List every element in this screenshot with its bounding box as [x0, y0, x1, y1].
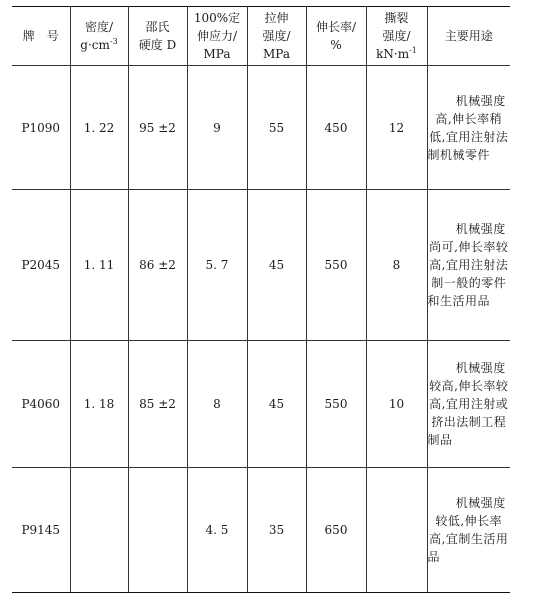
cell-stress: 5. 7	[187, 190, 247, 341]
cell-stress: 4. 5	[187, 468, 247, 593]
header-row	[12, 7, 510, 66]
cell-tensile: 45	[247, 341, 306, 468]
header-grade-text: 牌 号	[22, 29, 59, 43]
header-elongation	[306, 7, 366, 66]
cell-hardness: 85 ±2	[128, 341, 187, 468]
cell-tear: 10	[366, 341, 427, 468]
header-stress-line1: 100%定	[193, 11, 241, 25]
header-tensile-line3: MPa	[263, 47, 290, 61]
usage-text: 机械强度较低,伸长率高,宜制生活用品	[427, 496, 509, 564]
cell-tensile: 45	[247, 190, 306, 341]
header-tear	[366, 7, 427, 66]
header-tear-unit-base: kN·m	[376, 47, 410, 61]
header-stress-line3: MPa	[203, 47, 231, 61]
header-density-line1: 密度/	[84, 20, 114, 34]
cell-hardness	[128, 468, 187, 593]
cell-grade: P9145	[12, 468, 70, 593]
cell-hardness: 86 ±2	[128, 190, 187, 341]
header-elongation-line1: 伸长率/	[315, 20, 357, 34]
cell-stress: 9	[187, 66, 247, 190]
header-elongation-line2: %	[330, 38, 342, 52]
cell-usage	[427, 66, 510, 190]
cell-density	[70, 468, 128, 593]
cell-elongation: 550	[306, 341, 366, 468]
header-density-unit-base: g·cm	[80, 38, 110, 52]
cell-tear: 12	[366, 66, 427, 190]
header-hardness-line1: 邵氏	[145, 20, 170, 34]
cell-tear	[366, 468, 427, 593]
cell-stress: 8	[187, 341, 247, 468]
header-tear-unit-exp: -1	[409, 46, 417, 55]
header-usage-text: 主要用途	[444, 29, 493, 43]
cell-density: 1. 11	[70, 190, 128, 341]
cell-density: 1. 22	[70, 66, 128, 190]
header-density-unit-exp: -3	[109, 37, 118, 46]
cell-grade: P1090	[12, 66, 70, 190]
cell-elongation: 650	[306, 468, 366, 593]
header-stress	[187, 7, 247, 66]
header-tear-line2: 强度/	[382, 29, 411, 43]
cell-tensile: 35	[247, 468, 306, 593]
header-density-unit	[71, 36, 128, 54]
header-grade	[12, 7, 70, 66]
table-row	[12, 66, 510, 190]
header-usage	[427, 7, 510, 66]
cell-usage	[427, 341, 510, 468]
header-tensile-line1: 拉伸	[264, 11, 289, 25]
header-hardness-line2: 硬度 D	[138, 38, 177, 52]
spec-table	[12, 6, 510, 593]
usage-text: 机械强度尚可,伸长率较高,宜用注射法制一般的零件和生活用品	[427, 222, 509, 308]
cell-grade: P4060	[12, 341, 70, 468]
header-tensile	[247, 7, 306, 66]
header-density	[70, 7, 128, 66]
cell-tensile: 55	[247, 66, 306, 190]
header-hardness	[128, 7, 187, 66]
table-row	[12, 341, 510, 468]
table-row	[12, 190, 510, 341]
table-row	[12, 468, 510, 593]
header-tensile-line2: 强度/	[262, 29, 291, 43]
header-tear-line1: 撕裂	[384, 11, 409, 25]
cell-elongation: 450	[306, 66, 366, 190]
cell-density: 1. 18	[70, 341, 128, 468]
usage-text: 机械强度高,伸长率稍低,宜用注射法制机械零件	[427, 93, 509, 162]
cell-grade: P2045	[12, 190, 70, 341]
usage-text: 机械强度较高,伸长率较高,宜用注射或挤出法制工程制品	[427, 361, 509, 447]
table-header	[12, 7, 510, 66]
cell-elongation: 550	[306, 190, 366, 341]
cell-hardness: 95 ±2	[128, 66, 187, 190]
header-tear-unit	[367, 45, 427, 63]
table-body	[12, 66, 510, 593]
cell-usage	[427, 190, 510, 341]
cell-usage	[427, 468, 510, 593]
cell-tear: 8	[366, 190, 427, 341]
header-stress-line2: 伸应力/	[196, 29, 238, 43]
